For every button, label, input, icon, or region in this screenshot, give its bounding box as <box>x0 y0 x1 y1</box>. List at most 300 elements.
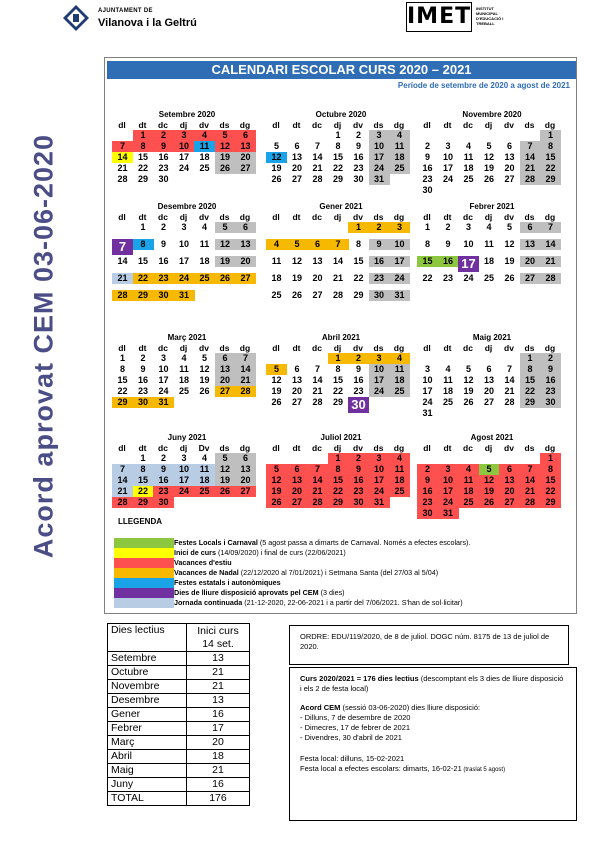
calendar-day: 20 <box>504 163 515 173</box>
calendar-day: 25 <box>442 397 453 407</box>
calendar-day: 1 <box>424 222 430 232</box>
calendar-day: 4 <box>181 353 187 363</box>
weekday-header: dv <box>353 343 363 353</box>
weekday-header: dj <box>333 120 342 130</box>
calendar-day: 9 <box>348 464 369 475</box>
calendar-day: 16 <box>137 375 148 385</box>
weekday-header: dj <box>484 343 493 353</box>
legend-swatch <box>114 538 174 548</box>
calendar-day: 6 <box>520 222 541 233</box>
calendar-day: 27 <box>499 497 520 508</box>
calendar-day: 25 <box>271 290 282 300</box>
weekday-header: ds <box>373 120 384 130</box>
calendar-day: 23 <box>137 386 148 396</box>
days-table-header <box>108 624 250 652</box>
calendar-day: 9 <box>424 152 430 162</box>
side-title-text: Acord aprovat CEM 03-06-2020 <box>28 133 59 559</box>
calendar-day: 2 <box>153 130 174 141</box>
calendar-day: 7 <box>235 353 256 364</box>
calendar-day: 27 <box>312 290 323 300</box>
legend-item <box>114 548 534 558</box>
calendar-day: 15 <box>117 375 128 385</box>
calendar-day: 21 <box>520 163 541 174</box>
weekday-header: dg <box>544 212 556 222</box>
calendar-day: 11 <box>194 141 215 152</box>
calendar-day: 15 <box>328 475 349 486</box>
calendar-day: 8 <box>424 239 430 249</box>
festa-escolar-text: Festa local a efectes escolars: dimarts, 16-02-21 <box>300 764 462 773</box>
calendar-day: 17 <box>369 152 390 163</box>
calendar-day: 1 <box>540 130 561 141</box>
calendar-day: 3 <box>174 130 195 141</box>
calendar-day: 18 <box>194 475 215 486</box>
calendar-day: 6 <box>294 141 300 151</box>
calendar-day: 17 <box>422 386 433 396</box>
month-name: Juny 2021 <box>167 433 207 442</box>
weekday-header: dt <box>443 120 452 130</box>
calendar-day: 22 <box>422 273 433 283</box>
weekday-header: ds <box>373 343 384 353</box>
legend-text: Festes estatals i autonòmiques <box>174 578 281 587</box>
weekday-header: dv <box>353 212 363 222</box>
calendar-day: 29 <box>540 174 561 185</box>
table-row <box>108 666 250 680</box>
weekday-header: ds <box>219 443 230 453</box>
calendar-day: 5 <box>266 364 287 375</box>
calendar-day: 8 <box>355 239 361 249</box>
calendar-day: 16 <box>353 152 364 162</box>
weekday-header: dl <box>118 212 126 222</box>
imet-logo-text: IMET <box>406 2 472 32</box>
calendar-day: 22 <box>133 273 154 284</box>
calendar-day: 21 <box>112 486 133 497</box>
calendar-day: 7 <box>314 364 320 374</box>
calendar-day: 18 <box>389 475 410 486</box>
curs-summary <box>300 674 566 694</box>
calendar-day: 26 <box>215 273 236 284</box>
calendar-day: 11 <box>458 475 479 486</box>
calendar-day: 3 <box>181 453 187 463</box>
weekday-header: dg <box>239 120 251 130</box>
calendar-day: 14 <box>112 475 133 486</box>
calendar-day: 4 <box>266 239 287 250</box>
table-month: Febrer <box>108 722 187 736</box>
calendar-day: 28 <box>312 174 323 184</box>
calendar-day: 20 <box>235 152 256 163</box>
calendar-day: 21 <box>540 256 561 267</box>
table-row <box>108 750 250 764</box>
calendar-day: 14 <box>540 239 561 250</box>
calendar-day: 15 <box>353 256 364 266</box>
legend-swatch <box>114 568 174 578</box>
legend-swatch <box>114 578 174 588</box>
calendar-day: 7 <box>506 364 512 374</box>
weekday-header: dc <box>463 343 473 353</box>
calendar-day: 21 <box>117 163 128 173</box>
calendar-day: 28 <box>504 397 515 407</box>
calendar-day: 13 <box>235 464 256 475</box>
calendar-day: 2 <box>355 130 361 140</box>
legend-swatch <box>114 548 174 558</box>
ajuntament-line2: Vilanova i la Geltrú <box>98 17 197 29</box>
calendar-day: 31 <box>369 174 390 185</box>
calendar-day: 1 <box>140 222 146 232</box>
calendar-day: 14 <box>520 475 541 486</box>
table-row <box>108 694 250 708</box>
weekday-header: ds <box>524 443 535 453</box>
calendar-day: 9 <box>445 239 451 249</box>
calendar-day: 28 <box>312 397 323 407</box>
calendar-day: 5 <box>266 464 287 475</box>
month-name: Juliol 2021 <box>320 433 362 442</box>
legend-swatch <box>114 558 174 568</box>
calendar-day: 3 <box>438 464 459 475</box>
calendar-day: 2 <box>160 222 166 232</box>
legend-item <box>114 558 534 568</box>
calendar-day: 20 <box>483 386 494 396</box>
calendar-day: 17 <box>369 375 390 386</box>
calendar-day: 3 <box>389 222 410 233</box>
calendar-day: 13 <box>504 152 515 162</box>
calendar-day: 21 <box>520 486 541 497</box>
calendar-day: 27 <box>215 386 236 397</box>
calendar-day: 16 <box>369 256 390 267</box>
calendar-day: 18 <box>271 273 282 283</box>
total-value: 176 <box>186 792 249 806</box>
calendar-day: 23 <box>153 273 174 284</box>
weekday-header: dv <box>199 212 209 222</box>
legend-text: Vacances de Nadal (22/12/2020 al 7/01/2021) i Setmana Santa (del 27/03 al 5/04) <box>174 568 439 577</box>
calendar-day: 29 <box>133 497 154 508</box>
calendar-day: 14 <box>504 375 515 385</box>
table-days: 17 <box>186 722 249 736</box>
calendar-day: 17 <box>174 475 195 486</box>
legend-item <box>114 598 534 608</box>
weekday-header: dv <box>504 343 514 353</box>
calendar-day: 24 <box>389 273 410 284</box>
calendar-day: 29 <box>520 397 541 408</box>
calendar-day: 27 <box>483 397 494 407</box>
calendar-day: 15 <box>520 375 541 386</box>
calendar-day: 12 <box>504 239 515 249</box>
calendar-day: 15 <box>133 475 154 486</box>
calendar-day: 5 <box>215 222 236 233</box>
month-name: Agost 2021 <box>470 433 514 442</box>
table-days: 13 <box>186 694 249 708</box>
calendar-day: 26 <box>271 397 282 407</box>
calendar-day: 14 <box>312 152 323 162</box>
calendar-day: 10 <box>389 239 410 250</box>
calendar-day: 28 <box>112 497 133 508</box>
weekday-header: dt <box>292 443 301 453</box>
calendar-day: 15 <box>540 152 561 163</box>
weekday-header: dj <box>484 212 493 222</box>
calendar-day: 19 <box>266 486 287 497</box>
calendar-day: 22 <box>353 273 364 283</box>
calendar-day: 21 <box>312 386 323 396</box>
legend-title: LLEGENDA <box>118 517 162 526</box>
weekday-header: dj <box>333 443 342 453</box>
weekday-header: dl <box>118 443 126 453</box>
calendar-day: 8 <box>540 464 561 475</box>
month-name: Desembre 2020 <box>157 202 217 211</box>
weekday-header: dg <box>239 343 251 353</box>
weekday-header: dv <box>504 212 514 222</box>
calendar-day: 22 <box>332 163 343 173</box>
calendar-day: 26 <box>504 273 515 283</box>
calendar-day: 7 <box>540 222 561 233</box>
weekday-header: dj <box>179 120 188 130</box>
calendar-day: 14 <box>307 475 328 486</box>
weekday-header: dc <box>312 120 322 130</box>
weekday-header: dc <box>463 120 473 130</box>
weekday-header: dc <box>463 443 473 453</box>
calendar-day: 3 <box>369 453 390 464</box>
calendar-day: 20 <box>235 475 256 486</box>
calendar-day: 17 <box>442 163 453 173</box>
weekday-header: dl <box>272 120 280 130</box>
acord-cem-rest: (sessió 03-06-2020) dies lliure disposició: <box>340 703 481 712</box>
ajuntament-logo <box>62 4 222 34</box>
table-days: 21 <box>186 764 249 778</box>
calendar-day: 4 <box>389 453 410 464</box>
weekday-header: dt <box>138 120 147 130</box>
table-month: Octubre <box>108 666 187 680</box>
weekday-header: ds <box>524 212 535 222</box>
imet-logo <box>406 2 516 34</box>
calendar-day: 30 <box>417 508 438 519</box>
calendar-day: 6 <box>287 464 308 475</box>
calendar-day: 6 <box>499 464 520 475</box>
calendar-day: 13 <box>483 375 494 385</box>
weekday-header: dl <box>118 120 126 130</box>
calendar-day: 11 <box>179 364 189 374</box>
weekday-header: dc <box>158 212 168 222</box>
calendar-day: 8 <box>328 464 349 475</box>
calendar-day: 5 <box>479 464 500 475</box>
calendar-day: 20 <box>520 256 541 267</box>
calendar-day: 9 <box>153 464 174 475</box>
calendar-day: 8 <box>133 464 154 475</box>
calendar-day: 5 <box>465 364 471 374</box>
calendar-day: 23 <box>369 273 390 284</box>
calendar-day: 31 <box>153 397 174 408</box>
calendar-day: 21 <box>235 375 256 386</box>
acord-item: - Dimecres, 17 de febrer de 2021 <box>300 723 411 732</box>
weekday-header: ds <box>219 120 230 130</box>
calendar-day: 11 <box>199 239 210 249</box>
calendar-day: 18 <box>178 375 189 385</box>
calendar-day: 28 <box>540 273 561 284</box>
calendar-day: 30 <box>348 497 369 508</box>
calendar-day: 3 <box>369 130 390 141</box>
calendar-day: 7 <box>112 141 133 152</box>
calendar-day: 6 <box>307 239 328 250</box>
festa-escolar-note: (traslat 5 agost) <box>461 767 506 773</box>
calendar-day: 16 <box>158 152 169 162</box>
calendar-day: 9 <box>153 141 174 152</box>
calendar-day: 5 <box>215 130 236 141</box>
calendar-day: 24 <box>174 273 195 284</box>
calendar-day: 25 <box>463 174 474 184</box>
calendar-day: 5 <box>506 222 512 232</box>
ordre-text: ORDRE: EDU/119/2020, de 8 de juliol. DOGC núm. 8175 de 13 de juliol de 2020. <box>300 632 550 651</box>
calendar-day: 11 <box>443 375 453 385</box>
calendar-day: 24 <box>369 386 390 397</box>
calendar-day: 30 <box>540 397 561 408</box>
calendar-day: 1 <box>335 130 341 140</box>
calendar-day: 29 <box>137 174 148 184</box>
weekday-header: dj <box>333 343 342 353</box>
calendar-day: 11 <box>484 239 494 249</box>
calendar-day: 13 <box>312 256 323 266</box>
calendar-day: 15 <box>417 256 438 267</box>
calendar-day: 7 <box>112 464 133 475</box>
side-title <box>18 66 70 626</box>
calendar-day: 8 <box>119 364 125 374</box>
calendar-day: 2 <box>417 464 438 475</box>
weekday-header: dc <box>312 212 322 222</box>
calendar-day: 4 <box>389 130 410 141</box>
calendar-day: 9 <box>355 364 361 374</box>
weekday-header: dg <box>544 443 556 453</box>
calendar-day: 8 <box>540 141 561 152</box>
curs-summary-bold: Curs 2020/2021 = 176 dies lectius <box>300 674 419 683</box>
calendar-day: 12 <box>215 239 236 250</box>
calendar-day: 20 <box>499 486 520 497</box>
calendar-day: 25 <box>194 273 215 284</box>
weekday-header: ds <box>524 343 535 353</box>
calendar-day: 22 <box>133 486 154 497</box>
calendar-day: 26 <box>463 397 474 407</box>
calendar-day: 8 <box>335 364 341 374</box>
calendar-day: 21 <box>112 273 133 284</box>
calendar-day: 4 <box>194 130 215 141</box>
calendar-day: 20 <box>235 256 256 267</box>
calendar-day: 16 <box>153 475 174 486</box>
calendar-day: 26 <box>479 497 500 508</box>
calendar-day: 13 <box>291 152 302 162</box>
acord-cem <box>300 703 566 713</box>
calendar-day: 29 <box>332 174 343 184</box>
calendar-day: 14 <box>235 364 256 375</box>
calendar-day: 2 <box>160 453 166 463</box>
calendar-day: 23 <box>153 486 174 497</box>
acord-item: - Dilluns, 7 de desembre de 2020 <box>300 713 411 722</box>
ajuntament-line1: AJUNTAMENT DE <box>98 8 153 14</box>
weekday-header: ds <box>219 212 230 222</box>
calendar-day: 16 <box>422 163 433 173</box>
calendar-day: 20 <box>287 486 308 497</box>
calendar-day: 19 <box>479 486 500 497</box>
calendar-day: 22 <box>328 486 349 497</box>
calendar-day: 27 <box>235 163 256 174</box>
calendar-day: 16 <box>417 486 438 497</box>
calendar-day: 10 <box>158 364 169 374</box>
calendar-day: 25 <box>389 486 410 497</box>
calendar-day: 25 <box>389 386 410 397</box>
calendar-day: 30 <box>158 174 169 184</box>
calendar-day: 10 <box>442 152 453 162</box>
calendar-day: 22 <box>332 386 343 396</box>
calendar-day: 7 <box>314 141 320 151</box>
calendar-day: 16 <box>158 256 169 266</box>
calendar-day: 31 <box>438 508 459 519</box>
calendar-day: 12 <box>199 364 210 374</box>
calendar-day: 13 <box>235 239 256 250</box>
calendar-day: 23 <box>353 163 364 173</box>
weekday-header: dc <box>312 443 322 453</box>
calendar-day: 16 <box>438 256 459 267</box>
calendar-day: 29 <box>332 397 343 407</box>
calendar-day: 10 <box>174 464 195 475</box>
calendar-day: 16 <box>353 375 364 385</box>
month-name: Gener 2021 <box>319 202 363 211</box>
calendar-day: 30 <box>422 185 433 195</box>
weekday-header: dt <box>292 212 301 222</box>
calendar-day: 18 <box>463 163 474 173</box>
calendar-day: 4 <box>201 453 207 463</box>
table-row <box>108 764 250 778</box>
calendar-day: 2 <box>540 353 561 364</box>
calendar-day: 1 <box>328 353 349 364</box>
calendar-day: 21 <box>332 273 343 283</box>
calendar-day: 17 <box>178 152 189 162</box>
calendar-day: 23 <box>353 386 364 396</box>
ajuntament-shield-icon <box>62 4 90 32</box>
calendar-day: 18 <box>199 152 210 162</box>
calendar-day: 12 <box>483 152 494 162</box>
calendar-day: 27 <box>504 174 515 184</box>
calendar-day: 22 <box>540 486 561 497</box>
calendar-subtitle: Període de setembre de 2020 a agost de 2021 <box>397 81 570 90</box>
festa-local: Festa local: dilluns, 15-02-2021 <box>300 754 405 763</box>
calendar-day: 19 <box>215 152 236 163</box>
calendar-day: 29 <box>133 290 154 301</box>
calendar-day: 10 <box>422 375 433 385</box>
calendar-day: 24 <box>158 386 169 396</box>
calendar-day: 11 <box>389 464 410 475</box>
calendar-day: 14 <box>312 375 323 385</box>
calendar-day: 12 <box>291 256 302 266</box>
festa-escolar <box>300 764 566 775</box>
weekday-header: dl <box>118 343 126 353</box>
calendar-day: 25 <box>199 163 210 173</box>
calendar-day: 12 <box>215 464 236 475</box>
calendar-day: 17 <box>178 256 189 266</box>
calendar-day: 6 <box>215 353 236 364</box>
table-month: Abril <box>108 750 187 764</box>
weekday-header: ds <box>219 343 230 353</box>
calendar-day: 8 <box>335 141 341 151</box>
weekday-header: dl <box>423 120 431 130</box>
table-days: 18 <box>186 750 249 764</box>
calendar-day: 9 <box>355 141 361 151</box>
table-row <box>108 778 250 792</box>
calendar-day: 28 <box>235 386 256 397</box>
legend-item <box>114 588 534 598</box>
calendar-day: 18 <box>389 152 410 163</box>
calendar-day: 10 <box>369 141 390 152</box>
calendar-day: 2 <box>348 453 369 464</box>
calendar-day: 22 <box>137 163 148 173</box>
calendar-day: 26 <box>271 174 282 184</box>
calendar-day: 20 <box>291 163 302 173</box>
calendar-day: 25 <box>194 486 215 497</box>
calendar-day: 22 <box>540 163 561 174</box>
calendar-day: 17 <box>369 475 390 486</box>
weekday-header: ds <box>524 120 535 130</box>
